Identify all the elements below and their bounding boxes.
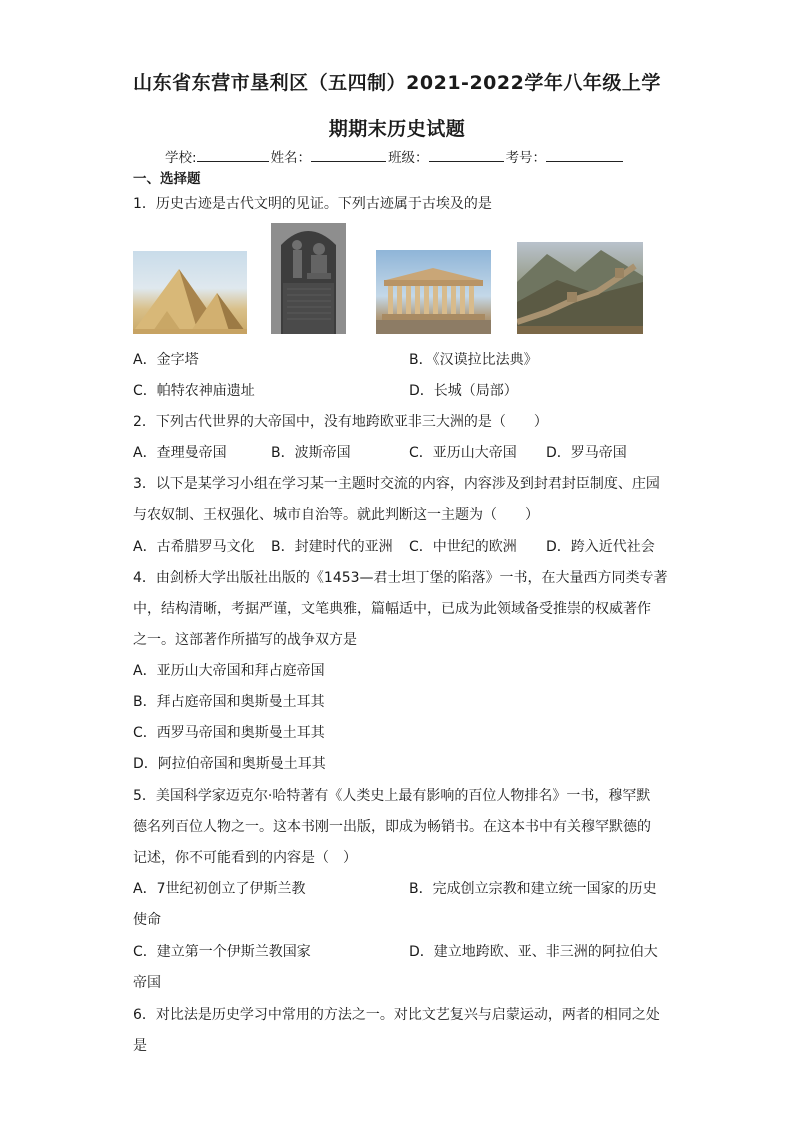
exam-title-line-2: 期期末历史试题: [328, 118, 466, 140]
class-blank[interactable]: [429, 147, 504, 162]
q3-option-c[interactable]: C．中世纪的欧洲: [409, 539, 517, 555]
q4-stem-line-3: 之一。这部著作所描写的战争双方是: [133, 632, 357, 648]
student-info-row: [165, 146, 623, 166]
q6-stem-line-1: 6．对比法是历史学习中常用的方法之一。对比文艺复兴与启蒙运动，两者的相同之处: [133, 1007, 660, 1023]
q1-stem: 1．历史古迹是古代文明的见证。下列古迹属于古埃及的是: [133, 196, 492, 212]
q5-option-a[interactable]: A．7世纪初创立了伊斯兰教: [133, 881, 306, 897]
q2-option-c[interactable]: C．亚历山大帝国: [409, 445, 517, 461]
q2-stem: 2．下列古代世界的大帝国中，没有地跨欧亚非三大洲的是（ ）: [133, 414, 548, 430]
great-wall-photo: [517, 242, 643, 334]
q2-option-d[interactable]: D．罗马帝国: [546, 445, 627, 461]
q4-option-c[interactable]: C．西罗马帝国和奥斯曼土耳其: [133, 725, 325, 741]
exam-title-line-1: 山东省东营市垦利区（五四制）2021-2022学年八年级上学: [133, 72, 661, 94]
section-title: 一、选择题: [133, 171, 201, 187]
q2-option-a[interactable]: A．查理曼帝国: [133, 445, 227, 461]
q4-option-d[interactable]: D．阿拉伯帝国和奥斯曼土耳其: [133, 756, 326, 772]
q5-stem-line-3: 记述，你不可能看到的内容是（ ）: [133, 850, 357, 866]
q5-option-c[interactable]: C．建立第一个伊斯兰教国家: [133, 944, 311, 960]
parthenon-photo: [376, 250, 491, 334]
pyramid-photo: [133, 251, 247, 334]
q1-option-b[interactable]: B．《汉谟拉比法典》: [409, 352, 538, 368]
school-label: 学校:: [165, 150, 197, 166]
q5-option-b-line-2[interactable]: 使命: [133, 912, 161, 928]
name-label: 姓名：: [270, 150, 312, 166]
q6-stem-line-2: 是: [133, 1038, 147, 1054]
q5-option-d-line-2[interactable]: 帝国: [133, 975, 161, 991]
q3-stem-line-2: 与农奴制、王权强化、城市自治等。就此判断这一主题为（ ）: [133, 507, 539, 523]
q3-stem-line-1: 3．以下是某学习小组在学习某一主题时交流的内容，内容涉及到封君封臣制度、庄园: [133, 476, 660, 492]
class-label: 班级：: [388, 150, 429, 166]
number-label: 考号：: [505, 150, 547, 166]
name-blank[interactable]: [311, 147, 386, 162]
q4-stem-line-2: 中，结构清晰，考据严谨，文笔典雅，篇幅适中，已成为此领域备受推崇的权威著作: [133, 601, 651, 617]
q3-option-b[interactable]: B．封建时代的亚洲: [271, 539, 393, 555]
q5-option-d-line-1[interactable]: D．建立地跨欧、亚、非三洲的阿拉伯大: [409, 944, 658, 960]
q1-option-a[interactable]: A．金字塔: [133, 352, 199, 368]
q3-option-d[interactable]: D．跨入近代社会: [546, 539, 655, 555]
q5-stem-line-2: 德名列百位人物之一。这本书刚一出版，即成为畅销书。在这本书中有关穆罕默德的: [133, 819, 651, 835]
number-blank[interactable]: [546, 147, 623, 162]
q5-stem-line-1: 5．美国科学家迈克尔·哈特著有《人类史上最有影响的百位人物排名》一书，穆罕默: [133, 788, 651, 804]
q3-option-a[interactable]: A．古希腊罗马文化: [133, 539, 255, 555]
q2-option-b[interactable]: B．波斯帝国: [271, 445, 351, 461]
q4-stem-line-1: 4．由剑桥大学出版社出版的《1453—君士坦丁堡的陷落》一书，在大量西方同类专著: [133, 570, 668, 586]
q1-option-d[interactable]: D．长城（局部）: [409, 383, 518, 399]
q5-option-b-line-1[interactable]: B．完成创立宗教和建立统一国家的历史: [409, 881, 657, 897]
q1-option-c[interactable]: C．帕特农神庙遗址: [133, 383, 255, 399]
q4-option-a[interactable]: A．亚历山大帝国和拜占庭帝国: [133, 663, 325, 679]
school-blank[interactable]: [197, 147, 269, 162]
hammurabi-stele-photo: [271, 223, 346, 334]
q4-option-b[interactable]: B．拜占庭帝国和奥斯曼土耳其: [133, 694, 325, 710]
